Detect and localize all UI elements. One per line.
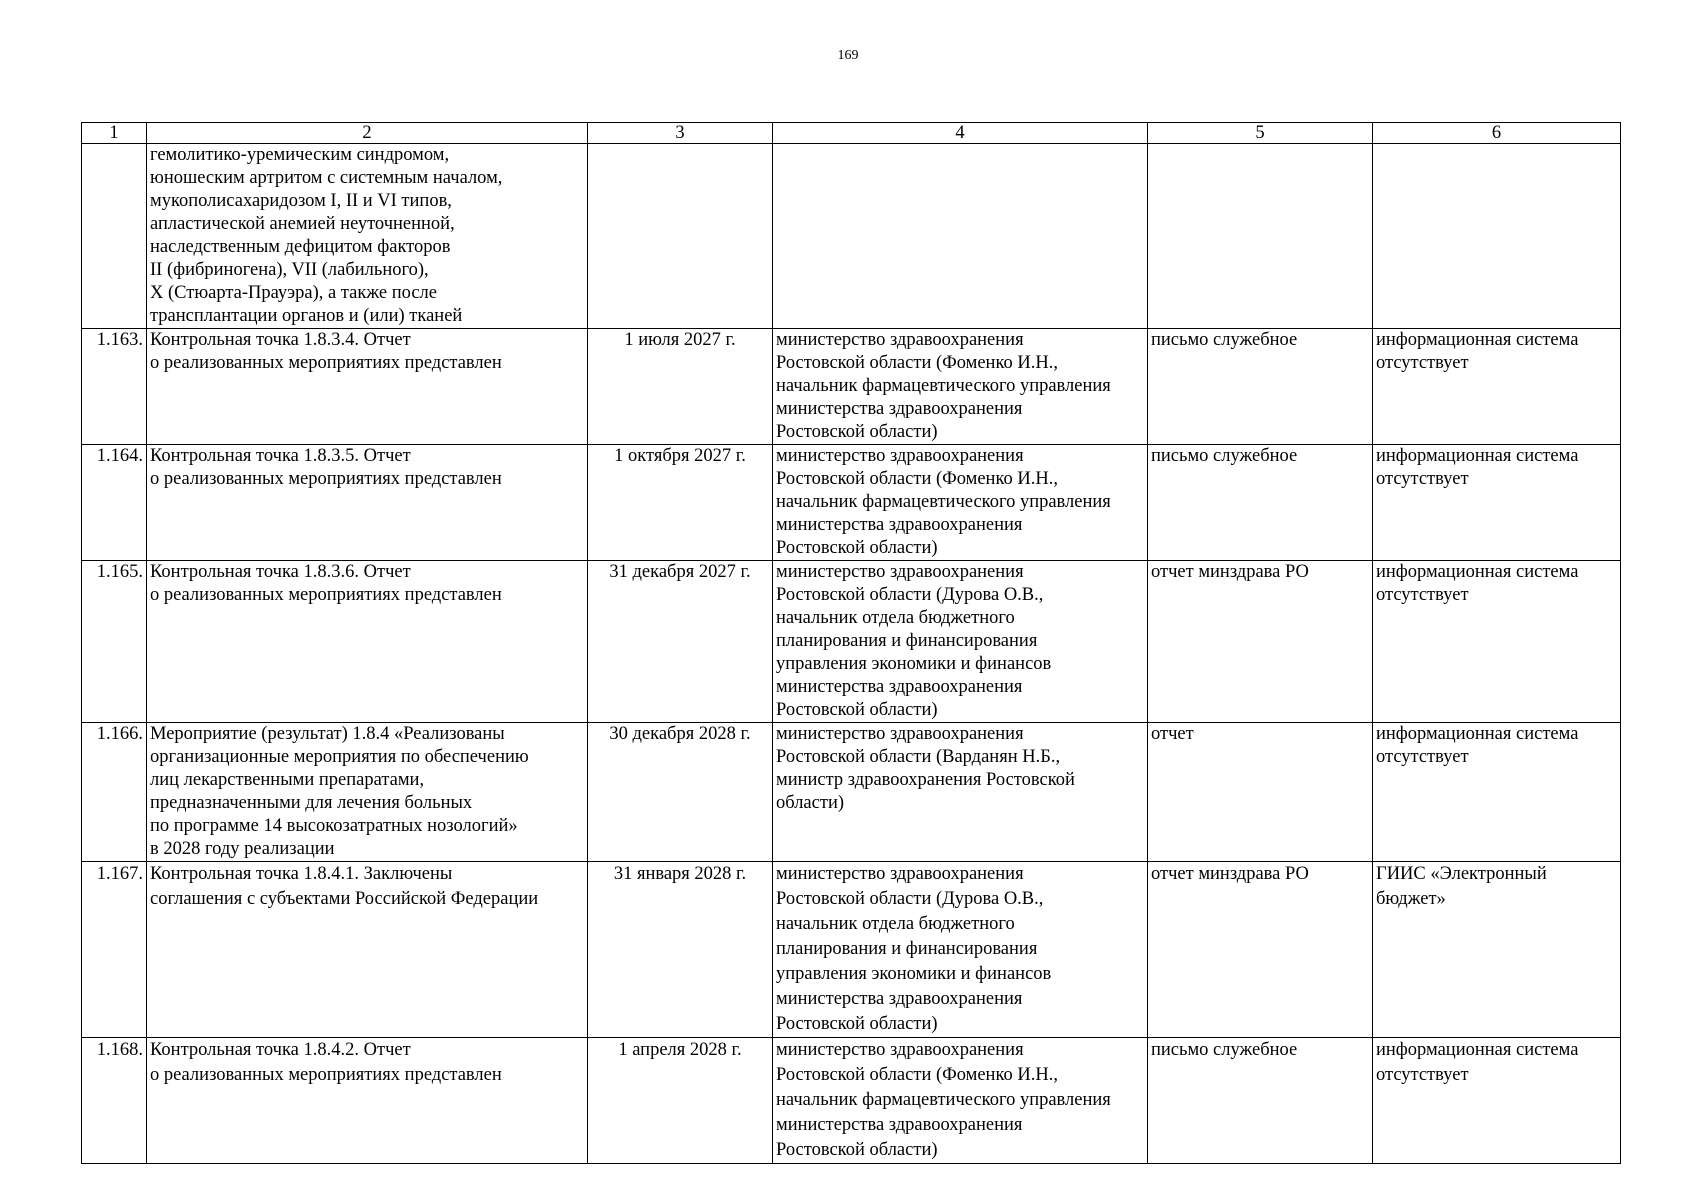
row-number-cell: 1.165. (82, 561, 147, 723)
column-header-2: 2 (147, 123, 588, 144)
information-system-cell: информационная система отсутствует (1373, 445, 1621, 561)
row-number-cell (82, 144, 147, 329)
information-system-cell (1373, 144, 1621, 329)
row-number-cell: 1.167. (82, 862, 147, 1038)
responsible-cell (773, 144, 1148, 329)
responsible-cell: министерство здравоохранения Ростовской области (Дурова О.В., начальник отдела бюджетного планирования и финансирования управления экономики и финансов министерства здравоохранения Ростовской области) (773, 862, 1148, 1038)
responsible-cell: министерство здравоохранения Ростовской области (Дурова О.В., начальник отдела бюджетного планирования и финансирования управления экономики и финансов министерства здравоохранения Ростовской области) (773, 561, 1148, 723)
plan-table (81, 122, 1621, 1164)
row-number-cell: 1.164. (82, 445, 147, 561)
document-type-cell: отчет минздрава РО (1148, 561, 1373, 723)
column-header-3: 3 (588, 123, 773, 144)
description-cell: Контрольная точка 1.8.3.4. Отчет о реализованных мероприятиях представлен (147, 329, 588, 445)
page-number: 169 (837, 48, 859, 63)
row-number-cell: 1.163. (82, 329, 147, 445)
information-system-cell: информационная система отсутствует (1373, 561, 1621, 723)
column-header-6: 6 (1373, 123, 1621, 144)
column-header-1: 1 (82, 123, 147, 144)
table-row (82, 1038, 1621, 1164)
deadline-cell: 1 октября 2027 г. (588, 445, 773, 561)
document-type-cell: письмо служебное (1148, 329, 1373, 445)
document-type-cell: отчет (1148, 723, 1373, 862)
deadline-cell: 31 января 2028 г. (588, 862, 773, 1038)
responsible-cell: министерство здравоохранения Ростовской области (Фоменко И.Н., начальник фармацевтического управления министерства здравоохранения Ростовской области) (773, 329, 1148, 445)
description-cell: Контрольная точка 1.8.3.5. Отчет о реализованных мероприятиях представлен (147, 445, 588, 561)
information-system-cell: информационная система отсутствует (1373, 329, 1621, 445)
responsible-cell: министерство здравоохранения Ростовской области (Фоменко И.Н., начальник фармацевтического управления министерства здравоохранения Ростовской области) (773, 445, 1148, 561)
description-cell: Контрольная точка 1.8.4.1. Заключены соглашения с субъектами Российской Федерации (147, 862, 588, 1038)
information-system-cell: информационная система отсутствует (1373, 723, 1621, 862)
deadline-cell: 1 июля 2027 г. (588, 329, 773, 445)
document-type-cell: письмо служебное (1148, 445, 1373, 561)
column-number-row (82, 123, 1621, 144)
column-header-5: 5 (1148, 123, 1373, 144)
responsible-cell: министерство здравоохранения Ростовской области (Фоменко И.Н., начальник фармацевтического управления министерства здравоохранения Ростовской области) (773, 1038, 1148, 1164)
description-cell: гемолитико-уремическим синдромом, юношеским артритом с системным началом, мукополисахаридозом I, II и VI типов, апластической анемией неуточненной, наследственным дефицитом факторов II (фибриногена), VII (лабильного), X (Стюарта-Прауэра), а также после трансплантации органов и (или) тканей (147, 144, 588, 329)
deadline-cell: 1 апреля 2028 г. (588, 1038, 773, 1164)
row-number-cell: 1.168. (82, 1038, 147, 1164)
table-row (82, 329, 1621, 445)
deadline-cell (588, 144, 773, 329)
description-cell: Мероприятие (результат) 1.8.4 «Реализованы организационные мероприятия по обеспечению лиц лекарственными препаратами, предназначенными для лечения больных по программе 14 высокозатратных нозологий» в 2028 году реализации (147, 723, 588, 862)
deadline-cell: 31 декабря 2027 г. (588, 561, 773, 723)
document-type-cell (1148, 144, 1373, 329)
deadline-cell: 30 декабря 2028 г. (588, 723, 773, 862)
table-row (82, 723, 1621, 862)
description-cell: Контрольная точка 1.8.4.2. Отчет о реализованных мероприятиях представлен (147, 1038, 588, 1164)
table-row (82, 445, 1621, 561)
responsible-cell: министерство здравоохранения Ростовской области (Варданян Н.Б., министр здравоохранения Ростовской области) (773, 723, 1148, 862)
description-cell: Контрольная точка 1.8.3.6. Отчет о реализованных мероприятиях представлен (147, 561, 588, 723)
table-row (82, 862, 1621, 1038)
information-system-cell: ГИИС «Электронный бюджет» (1373, 862, 1621, 1038)
row-number-cell: 1.166. (82, 723, 147, 862)
information-system-cell: информационная система отсутствует (1373, 1038, 1621, 1164)
column-header-4: 4 (773, 123, 1148, 144)
document-type-cell: отчет минздрава РО (1148, 862, 1373, 1038)
table-row-continuation (82, 144, 1621, 329)
table-row (82, 561, 1621, 723)
document-type-cell: письмо служебное (1148, 1038, 1373, 1164)
